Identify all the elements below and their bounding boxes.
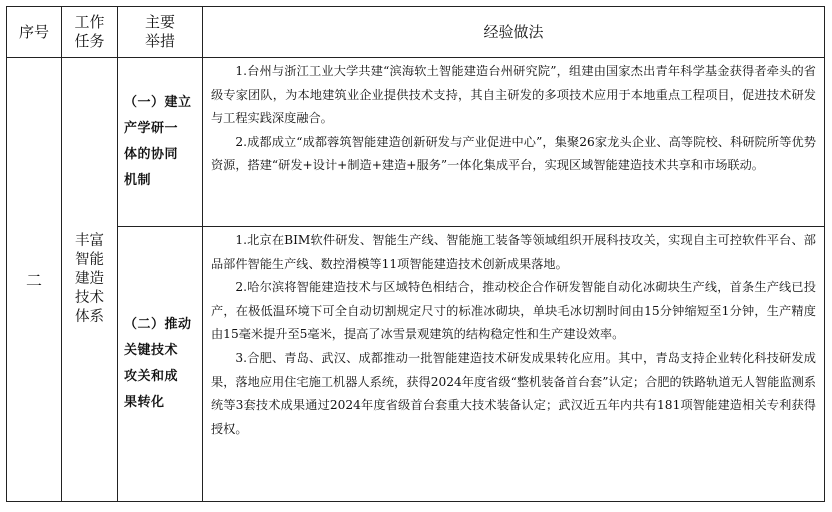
measure-line: （二）推动 <box>124 317 192 332</box>
header-measure-line1: 主要 <box>144 13 175 31</box>
table-row <box>7 227 825 502</box>
table-header-row <box>7 7 825 58</box>
measure-line: 产学研一 <box>124 121 179 136</box>
task-line: 建造 <box>75 271 104 287</box>
header-seq: 序号 <box>7 7 62 58</box>
measure-line: 果转化 <box>124 395 165 410</box>
header-task <box>62 7 118 58</box>
measure-line: 体的协同 <box>124 147 179 162</box>
document-page <box>6 6 824 506</box>
header-task-line2: 任务 <box>74 32 105 50</box>
cell-experience-2 <box>203 227 825 502</box>
task-line: 丰富 <box>75 233 104 249</box>
experience-paragraph: 1.台州与浙江工业大学共建“滨海软土智能建造台州研究院”，组建由国家杰出青年科学基金获得者牵头的省级专家团队，为本地建筑业企业提供技术支持，其自主研发的多项技术应用于本地重点工程项目，促进技术研发与工程实践深度融合。 <box>211 64 816 126</box>
task-line: 技术 <box>75 290 104 306</box>
task-line: 智能 <box>75 252 104 268</box>
experience-paragraph: 1.北京在BIM软件研发、智能生产线、智能施工装备等领域组织开展科技攻关，实现自主可控软件平台、部品部件智能生产线、数控滑模等11项智能建造技术创新成果落地。 <box>211 233 816 271</box>
header-experience: 经验做法 <box>203 7 825 58</box>
measure-line: 机制 <box>124 173 152 188</box>
experience-paragraph: 3.合肥、青岛、武汉、成都推动一批智能建造技术研发成果转化应用。其中，青岛支持企业转化科技研发成果，落地应用住宅施工机器人系统，获得2024年度省级“整机装备首台套”认定；合肥的铁路轨道无人智能监测系统等3套技术成果通过2024年度省级首台套重大技术装备认定；武汉近五年内共有181项智能建造相关专利获得授权。 <box>211 350 816 436</box>
cell-measure-1 <box>118 58 203 227</box>
header-task-line1: 工作 <box>74 13 105 31</box>
cell-experience-1 <box>203 58 825 227</box>
cell-seq <box>7 58 62 502</box>
experience-table <box>6 6 825 502</box>
measure-line: （一）建立 <box>124 95 192 110</box>
header-measure-line2: 举措 <box>144 32 175 50</box>
measure-line: 攻关和成 <box>124 369 179 384</box>
table-row <box>7 58 825 227</box>
cell-measure-2 <box>118 227 203 502</box>
measure-line: 关键技术 <box>124 343 179 358</box>
task-line: 体系 <box>75 309 104 325</box>
experience-paragraph: 2.成都成立“成都蓉筑智能建造创新研发与产业促进中心”，集聚26家龙头企业、高等院校、科研院所等优势资源，搭建“研发+设计+制造+建造+服务”一体化集成平台，实现区域智能建造技术共享和市场联动。 <box>211 134 816 173</box>
cell-task <box>62 58 118 502</box>
experience-paragraph: 2.哈尔滨将智能建造技术与区域特色相结合，推动校企合作研发智能自动化冰砌块生产线，首条生产线已投产，在极低温环境下可全自动切割规定尺寸的标准冰砌块，单块毛冰切割时间由15分钟缩短至1分钟，生产精度由15毫米提升至5毫米，提高了冰雪景观建筑的结构稳定性和生产建设效率。 <box>211 280 816 342</box>
header-measure <box>118 7 203 58</box>
seq-value: 二 <box>25 271 42 290</box>
